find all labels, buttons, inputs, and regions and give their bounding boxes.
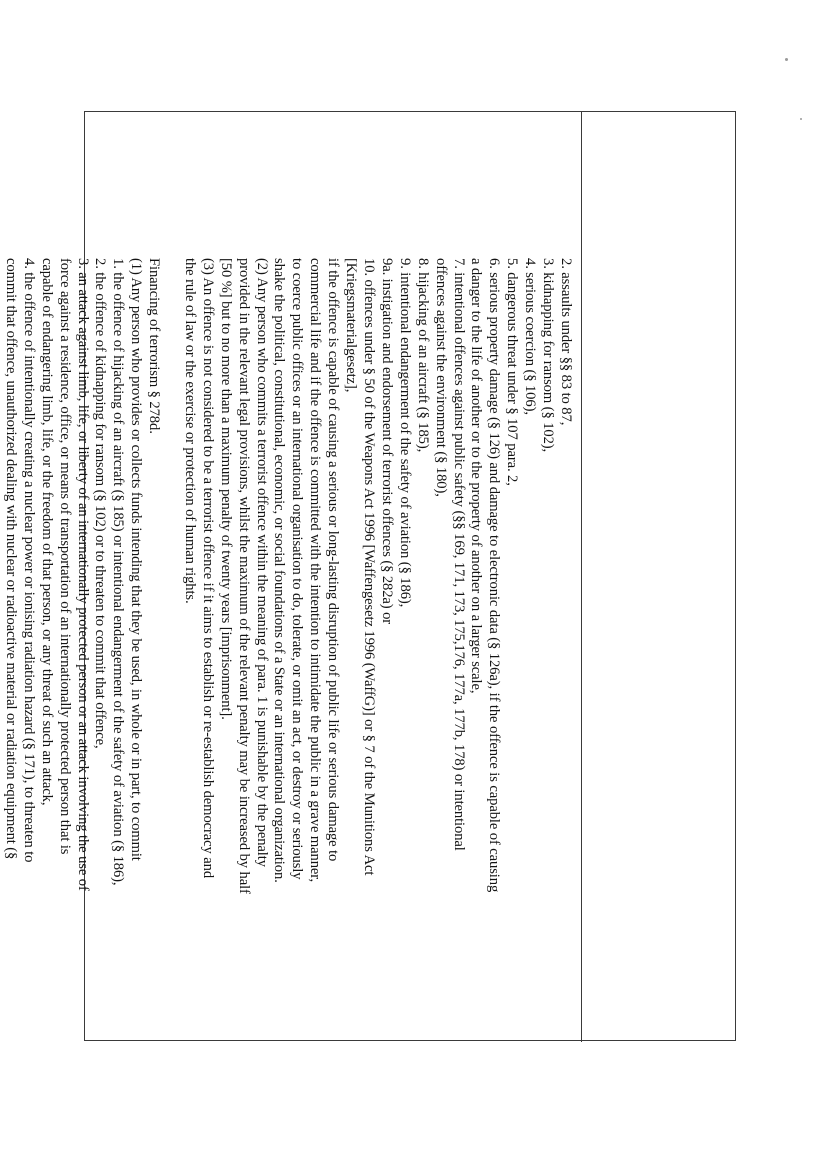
- scan-speck: [800, 118, 802, 120]
- text-line: the rule of law or the exercise or protection of human rights.: [181, 258, 198, 604]
- text-line: (3) An offence is not considered to be a terrorist offence if it aims to establish or re-establish democracy and: [199, 258, 216, 879]
- text-line: [50 %] but to no more than a maximum penalty of twenty years [imprisonment].: [217, 258, 234, 720]
- scan-speck: [785, 58, 788, 61]
- document-frame: [2, 111, 736, 1041]
- text-line: 5. dangerous threat under § 107 para. 2,: [504, 258, 521, 486]
- text-line: force against a residence, office, or means of transportation of an internationally protected person that is: [56, 258, 73, 855]
- text-line: capable of endangering limb, life, or the freedom of that person, or any threat of such an attack,: [38, 258, 55, 806]
- text-line: 8. hijacking of an aircraft (§ 185),: [414, 258, 431, 453]
- text-line: 7. intentional offences against public safety (§§ 169, 171, 173, 175,176, 177a, 177b, 178) or intentional: [450, 258, 467, 851]
- text-line: provided in the relevant legal provisions, whilst the maximum of the relevant penalty may be increased by half: [235, 258, 252, 894]
- text-line: 2. assaults under §§ 83 to 87,: [558, 258, 574, 426]
- text-line: 1. the offence of hijacking of an aircraft (§ 185) or intentional endangerment of the safety of aviation (§ 186),: [110, 258, 127, 886]
- text-line: 4. the offence of intentionally creating a nuclear power or ionising radiation hazard (§ 171), to threaten to: [20, 258, 37, 863]
- text-line: 3. kidnapping for ransom (§ 102),: [540, 258, 557, 453]
- section-heading: Financing of terrorism § 278d.: [146, 258, 163, 434]
- text-line: 6. serious property damage (§ 126) and damage to electronic data (§ 126a), if the offence is capable of causing: [486, 258, 503, 893]
- text-line: a danger to the life of another or to the property of another on a larger scale,: [468, 258, 485, 694]
- text-line: (1) Any person who provides or collects funds intending that they be used, in whole or in part, to commit: [128, 258, 145, 861]
- paragraph-gap: [162, 258, 180, 1028]
- text-line: 2. the offence of kidnapping for ransom (§ 102) or to threaten to commit that offence,: [92, 258, 109, 749]
- text-line: 10. offences under § 50 of the Weapons Act 1996 [Waffengesetz 1996 (WaffG)] or § 7 of the Munitions Act: [361, 258, 378, 876]
- text-line: if the offence is capable of causing a serious or long-lasting disruption of public life or serious damage to: [325, 258, 342, 862]
- text-line: to coerce public offices or an international organisation to do, tolerate, or omit an act, or destroy or seriously: [289, 258, 306, 880]
- text-line: [Kriegsmaterialgesetz],: [343, 258, 360, 393]
- text-line: 4. serious coercion (§ 106),: [522, 258, 539, 415]
- text-line: offences against the environment (§ 180),: [432, 258, 449, 497]
- text-line: (2) Any person who commits a terrorist offence within the meaning of para. 1 is punishable by the penalty: [253, 258, 270, 867]
- text-line: commit that offence, unauthorized dealing with nuclear or radioactive material or radiation equipment (§: [2, 258, 19, 860]
- text-line: commercial life and if the offence is committed with the intention to intimidate the public in a grave manner,: [307, 258, 324, 882]
- blank-margin-band: [581, 112, 737, 1042]
- text-line: shake the political, constitutional, economic, or social foundations of a State or an international organization.: [271, 258, 288, 883]
- rotated-content: [2, 112, 737, 1042]
- statute-text: [0, 258, 574, 1028]
- text-line: [0, 258, 1, 1028]
- text-line: 9a. instigation and endorsement of terrorist offences (§ 282a) or: [378, 258, 395, 625]
- text-line: 3. an attack against limb, life, or liberty of an internationally protected person or an attack involving the use of: [74, 258, 91, 891]
- text-line: 9. intentional endangerment of the safety of aviation (§ 186),: [396, 258, 413, 608]
